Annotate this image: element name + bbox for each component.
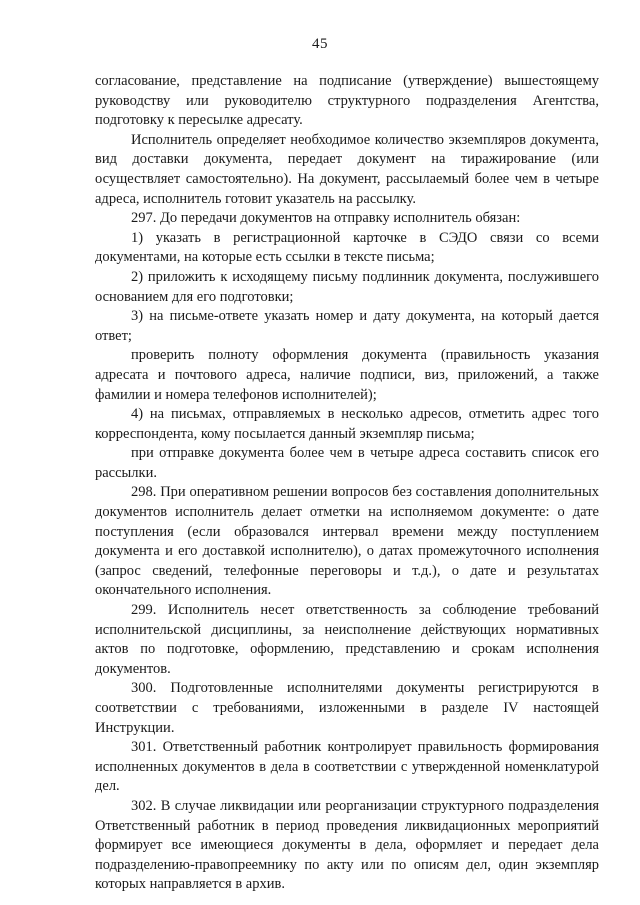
paragraph-executor-copies: Исполнитель определяет необходимое количество экземпляров документа, вид доставки документа, передает документ на тиражирование (или осуществляет самостоятельно). На документ, рассылаемый более чем в четыре адреса, исполнитель готовит указатель на рассылку.	[95, 131, 599, 207]
list-item-3: 3) на письме-ответе указать номер и дату документа, на который дается ответ;	[95, 308, 599, 344]
paragraph-299: 299. Исполнитель несет ответственность за соблюдение требований исполнительской дисциплины, за неисполнение действующих нормативных актов по подготовке, оформлению, представлению и срокам исполнения документов.	[95, 602, 599, 677]
list-item-2: 2) приложить к исходящему письму подлинник документа, послужившего основанием для его подготовки;	[95, 268, 599, 305]
paragraph-302: 302. В случае ликвидации или реорганизации структурного подразделения Ответственный работник в период проведения ликвидационных мероприятий формирует все имеющиеся документы в дела, оформляет и передает дела подразделению-правопреемнику по акту или по описям дел, один экземпляр которых направляется в архив.	[95, 797, 599, 893]
paragraph-301: 301. Ответственный работник контролирует правильность формирования исполненных документов в дела в соответствии с утвержденной номенклатурой дел.	[95, 739, 599, 795]
page-number: 45	[312, 36, 328, 52]
paragraph-297: 297. До передачи документов на отправку исполнитель обязан:	[131, 210, 521, 227]
list-item-check-completeness: проверить полноту оформления документа (правильность указания адресата и почтового адреса, наличие подписи, виз, приложений, а также фамилии и номера телефонов исполнителей);	[95, 347, 599, 403]
document-body	[95, 72, 599, 895]
paragraph-300: 300. Подготовленные исполнителями документы регистрируются в соответствии с требованиями, изложенными в разделе IV настоящей Инструкции.	[95, 680, 599, 736]
paragraph-continuation: согласование, представление на подписание (утверждение) вышестоящему руководству или руководителю структурного подразделения Агентства, подготовку к пересылке адресату.	[95, 73, 599, 129]
list-item-1: 1) указать в регистрационной карточке в СЭДО связи со всеми документами, на которые есть ссылки в тексте письма;	[95, 229, 599, 266]
list-item-4: 4) на письмах, отправляемых в несколько адресов, отметить адрес того корреспондента, кому посылается данный экземпляр письма;	[95, 406, 599, 442]
paragraph-298: 298. При оперативном решении вопросов без составления дополнительных документов исполнитель делает отметки на исполняемом документе: о дате поступления (если образовался интервал времени между поступлением документа и его доставкой исполнителю), о датах промежуточного исполнения (запрос сведений, телефонные переговоры и т.д.), о дате и результатах окончательного исполнения.	[95, 484, 599, 599]
list-item-mailing-list: при отправке документа более чем в четыре адреса составить список его рассылки.	[95, 445, 599, 481]
